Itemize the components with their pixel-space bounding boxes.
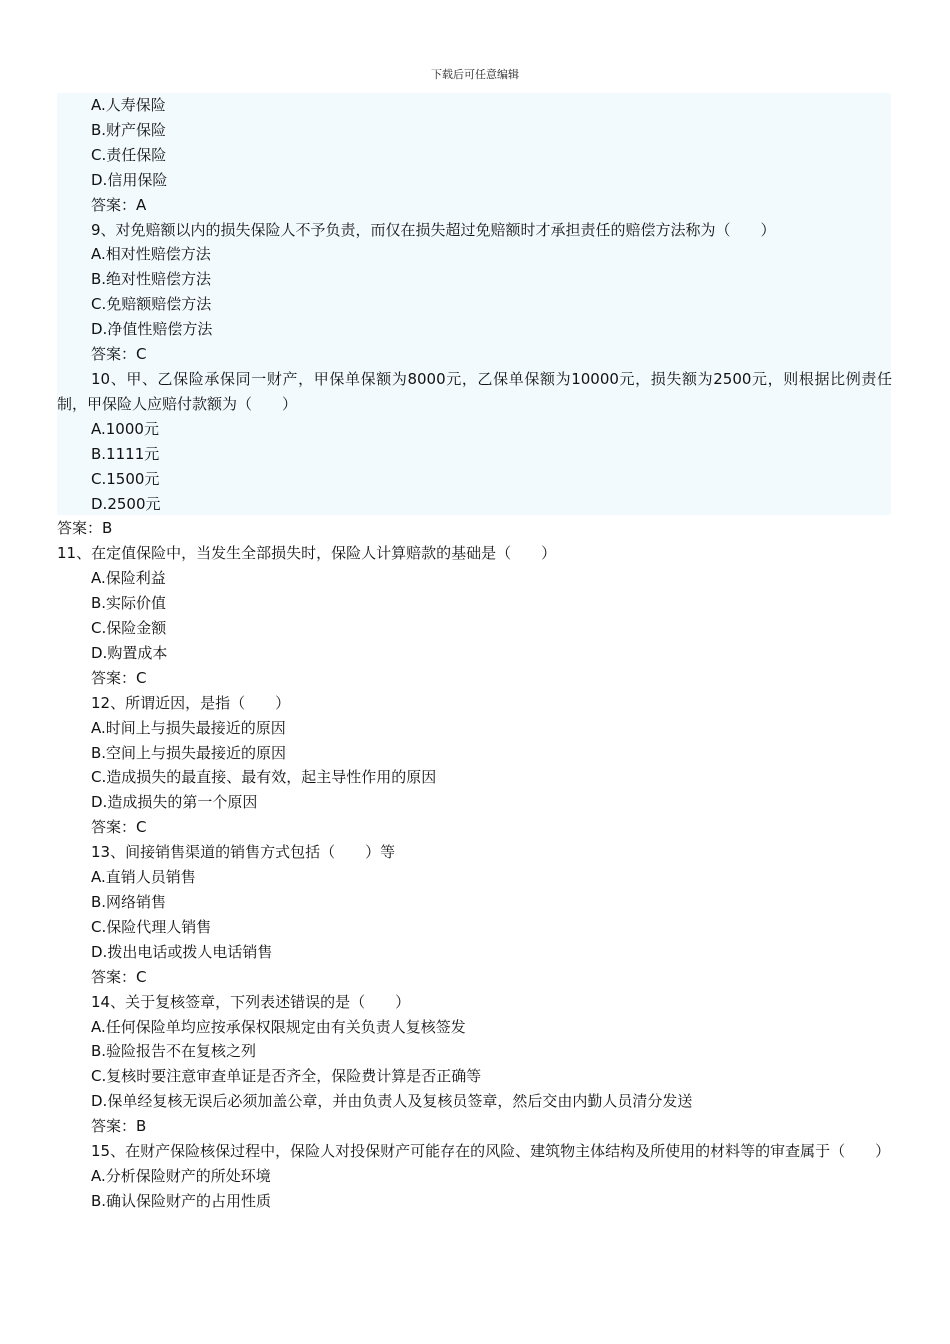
text-line: D.信用保险 [91, 170, 168, 189]
text-line: B.实际价值 [91, 594, 167, 613]
text-line: 答案：C [91, 818, 147, 837]
text-line: 答案：B [91, 1117, 147, 1136]
text-line: D.购置成本 [91, 643, 168, 662]
text-line: B.1111元 [91, 444, 160, 463]
text-line: 答案：B [57, 519, 113, 538]
text-line: 14、关于复核签章，下列表述错误的是（ ） [91, 992, 411, 1011]
text-line: B.空间上与损失最接近的原因 [91, 743, 287, 762]
text-line: A.任何保险单均应按承保权限规定由有关负责人复核签发 [91, 1017, 466, 1036]
text-line: C.保险金额 [91, 619, 167, 638]
text-line: B.验险报告不在复核之列 [91, 1042, 257, 1061]
text-line: A.相对性赔偿方法 [91, 245, 211, 264]
text-line: 答案：C [91, 967, 147, 986]
text-line: 13、间接销售渠道的销售方式包括（ ）等 [91, 843, 396, 862]
text-line: A.保险利益 [91, 569, 166, 588]
text-line: C.免赔额赔偿方法 [91, 295, 212, 314]
text-line: B.网络销售 [91, 893, 167, 911]
text-line: A.时间上与损失最接近的原因 [91, 718, 286, 737]
text-line: A.分析保险财产的所处环境 [91, 1166, 271, 1185]
text-line: D.造成损失的第一个原因 [91, 793, 258, 812]
text-line: D.2500元 [91, 494, 161, 513]
text-line: 答案：C [91, 345, 147, 364]
text-line: 答案：A [91, 195, 147, 214]
text-line: 答案：C [91, 668, 147, 687]
text-line: A.直销人员销售 [91, 868, 196, 887]
text-line: 11、在定值保险中，当发生全部损失时，保险人计算赔款的基础是（ ） [57, 544, 557, 563]
text-line: D.拨出电话或拨人电话销售 [91, 942, 273, 961]
page-header: 下载后可任意编辑 [431, 68, 519, 81]
text-line: 9、对免赔额以内的损失保险人不予负责，而仅在损失超过免赔额时才承担责任的赔偿方法称为（ ） [91, 220, 776, 239]
text-line: C.保险代理人销售 [91, 917, 212, 936]
text-line: 10、甲、乙保险承保同一财产，甲保单保额为8000元，乙保单保额为10000元，损失额为2500元，则根据比例责任制，甲保险人应赔付款额为（ ） [57, 369, 892, 413]
document-body [57, 93, 892, 1214]
text-line: C.复核时要注意审查单证是否齐全，保险费计算是否正确等 [91, 1067, 482, 1086]
text-line: D.净值性赔偿方法 [91, 320, 213, 339]
text-line: 15、在财产保险核保过程中，保险人对投保财产可能存在的风险、建筑物主体结构及所使用的材料等的审查属于（ ） [91, 1142, 891, 1161]
text-line: B.绝对性赔偿方法 [91, 270, 212, 289]
text-line: C.责任保险 [91, 145, 167, 164]
text-line: D.保单经复核无误后必须加盖公章，并由负责人及复核员签章，然后交由内勤人员清分发送 [91, 1092, 693, 1111]
text-line: C.1500元 [91, 469, 160, 488]
text-line: B.财产保险 [91, 120, 167, 139]
text-line: B.确认保险财产的占用性质 [91, 1191, 272, 1210]
text-line: C.造成损失的最直接、最有效，起主导性作用的原因 [91, 768, 437, 787]
text-line: 12、所谓近因，是指（ ） [91, 693, 291, 712]
text-line: A.1000元 [91, 419, 159, 438]
text-line: A.人寿保险 [91, 96, 166, 114]
